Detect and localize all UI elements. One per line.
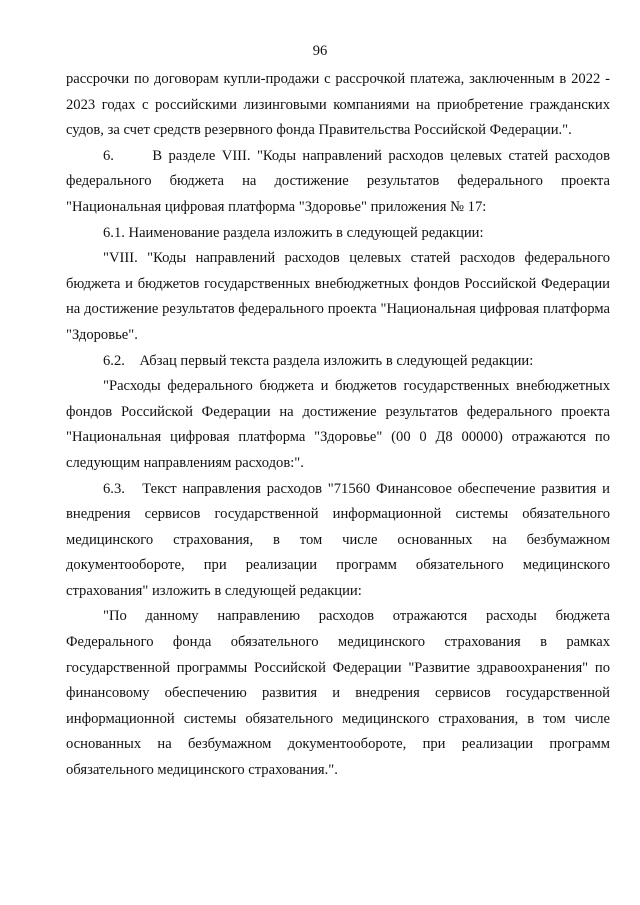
- paragraph-continuation: рассрочки по договорам купли-продажи с рассрочкой платежа, заключенным в 2022 - 2023 годах с российскими лизинговыми компаниями на приобретение гражданских судов, за счет средств резервного фонда Правительства Российской Федерации.".: [66, 71, 610, 139]
- paragraph-item-6-1: 6.1. Наименование раздела изложить в следующей редакции:: [103, 224, 484, 241]
- page-number: 96: [312, 43, 328, 59]
- paragraph-item-6: 6. В разделе VIII. "Коды направлений расходов целевых статей расходов федерального бюджета на достижение результатов федерального проекта "Национальная цифровая платформа "Здоровье" приложения № 17:: [66, 147, 610, 215]
- paragraph-item-6-2: 6.2. Абзац первый текста раздела изложить в следующей редакции:: [103, 352, 534, 369]
- paragraph-item-6-3: 6.3. Текст направления расходов "71560 Финансовое обеспечение развития и внедрения сервисов государственной информационной системы обязательного медицинского страхования, в том числе основанных на безбумажном документообороте, при реализации программ обязательного медицинского страхования" изложить в следующей редакции:: [66, 480, 610, 599]
- document-body: [66, 67, 610, 784]
- paragraph-expenses-quote: "Расходы федерального бюджета и бюджетов государственных внебюджетных фондов Российской Федерации на достижение результатов федерального проекта "Национальная цифровая платформа "Здоровье" (00 0 Д8 00000) отражаются по следующим направлениям расходов:".: [66, 378, 610, 471]
- paragraph-direction-quote: "По данному направлению расходов отражаются расходы бюджета Федерального фонда обязательного медицинского страхования в рамках государственной программы Российской Федерации "Развитие здравоохранения" по финансовому обеспечению развития и внедрения сервисов государственной информационной системы обязательного медицинского страхования, в том числе основанных на безбумажном документообороте, при реализации программ обязательного медицинского страхования.".: [66, 608, 610, 779]
- paragraph-section-title-quote: "VIII. "Коды направлений расходов целевых статей расходов федерального бюджета и бюджетов государственных внебюджетных фондов Российской Федерации на достижение результатов федерального проекта "Национальная цифровая платформа "Здоровье".: [66, 250, 610, 343]
